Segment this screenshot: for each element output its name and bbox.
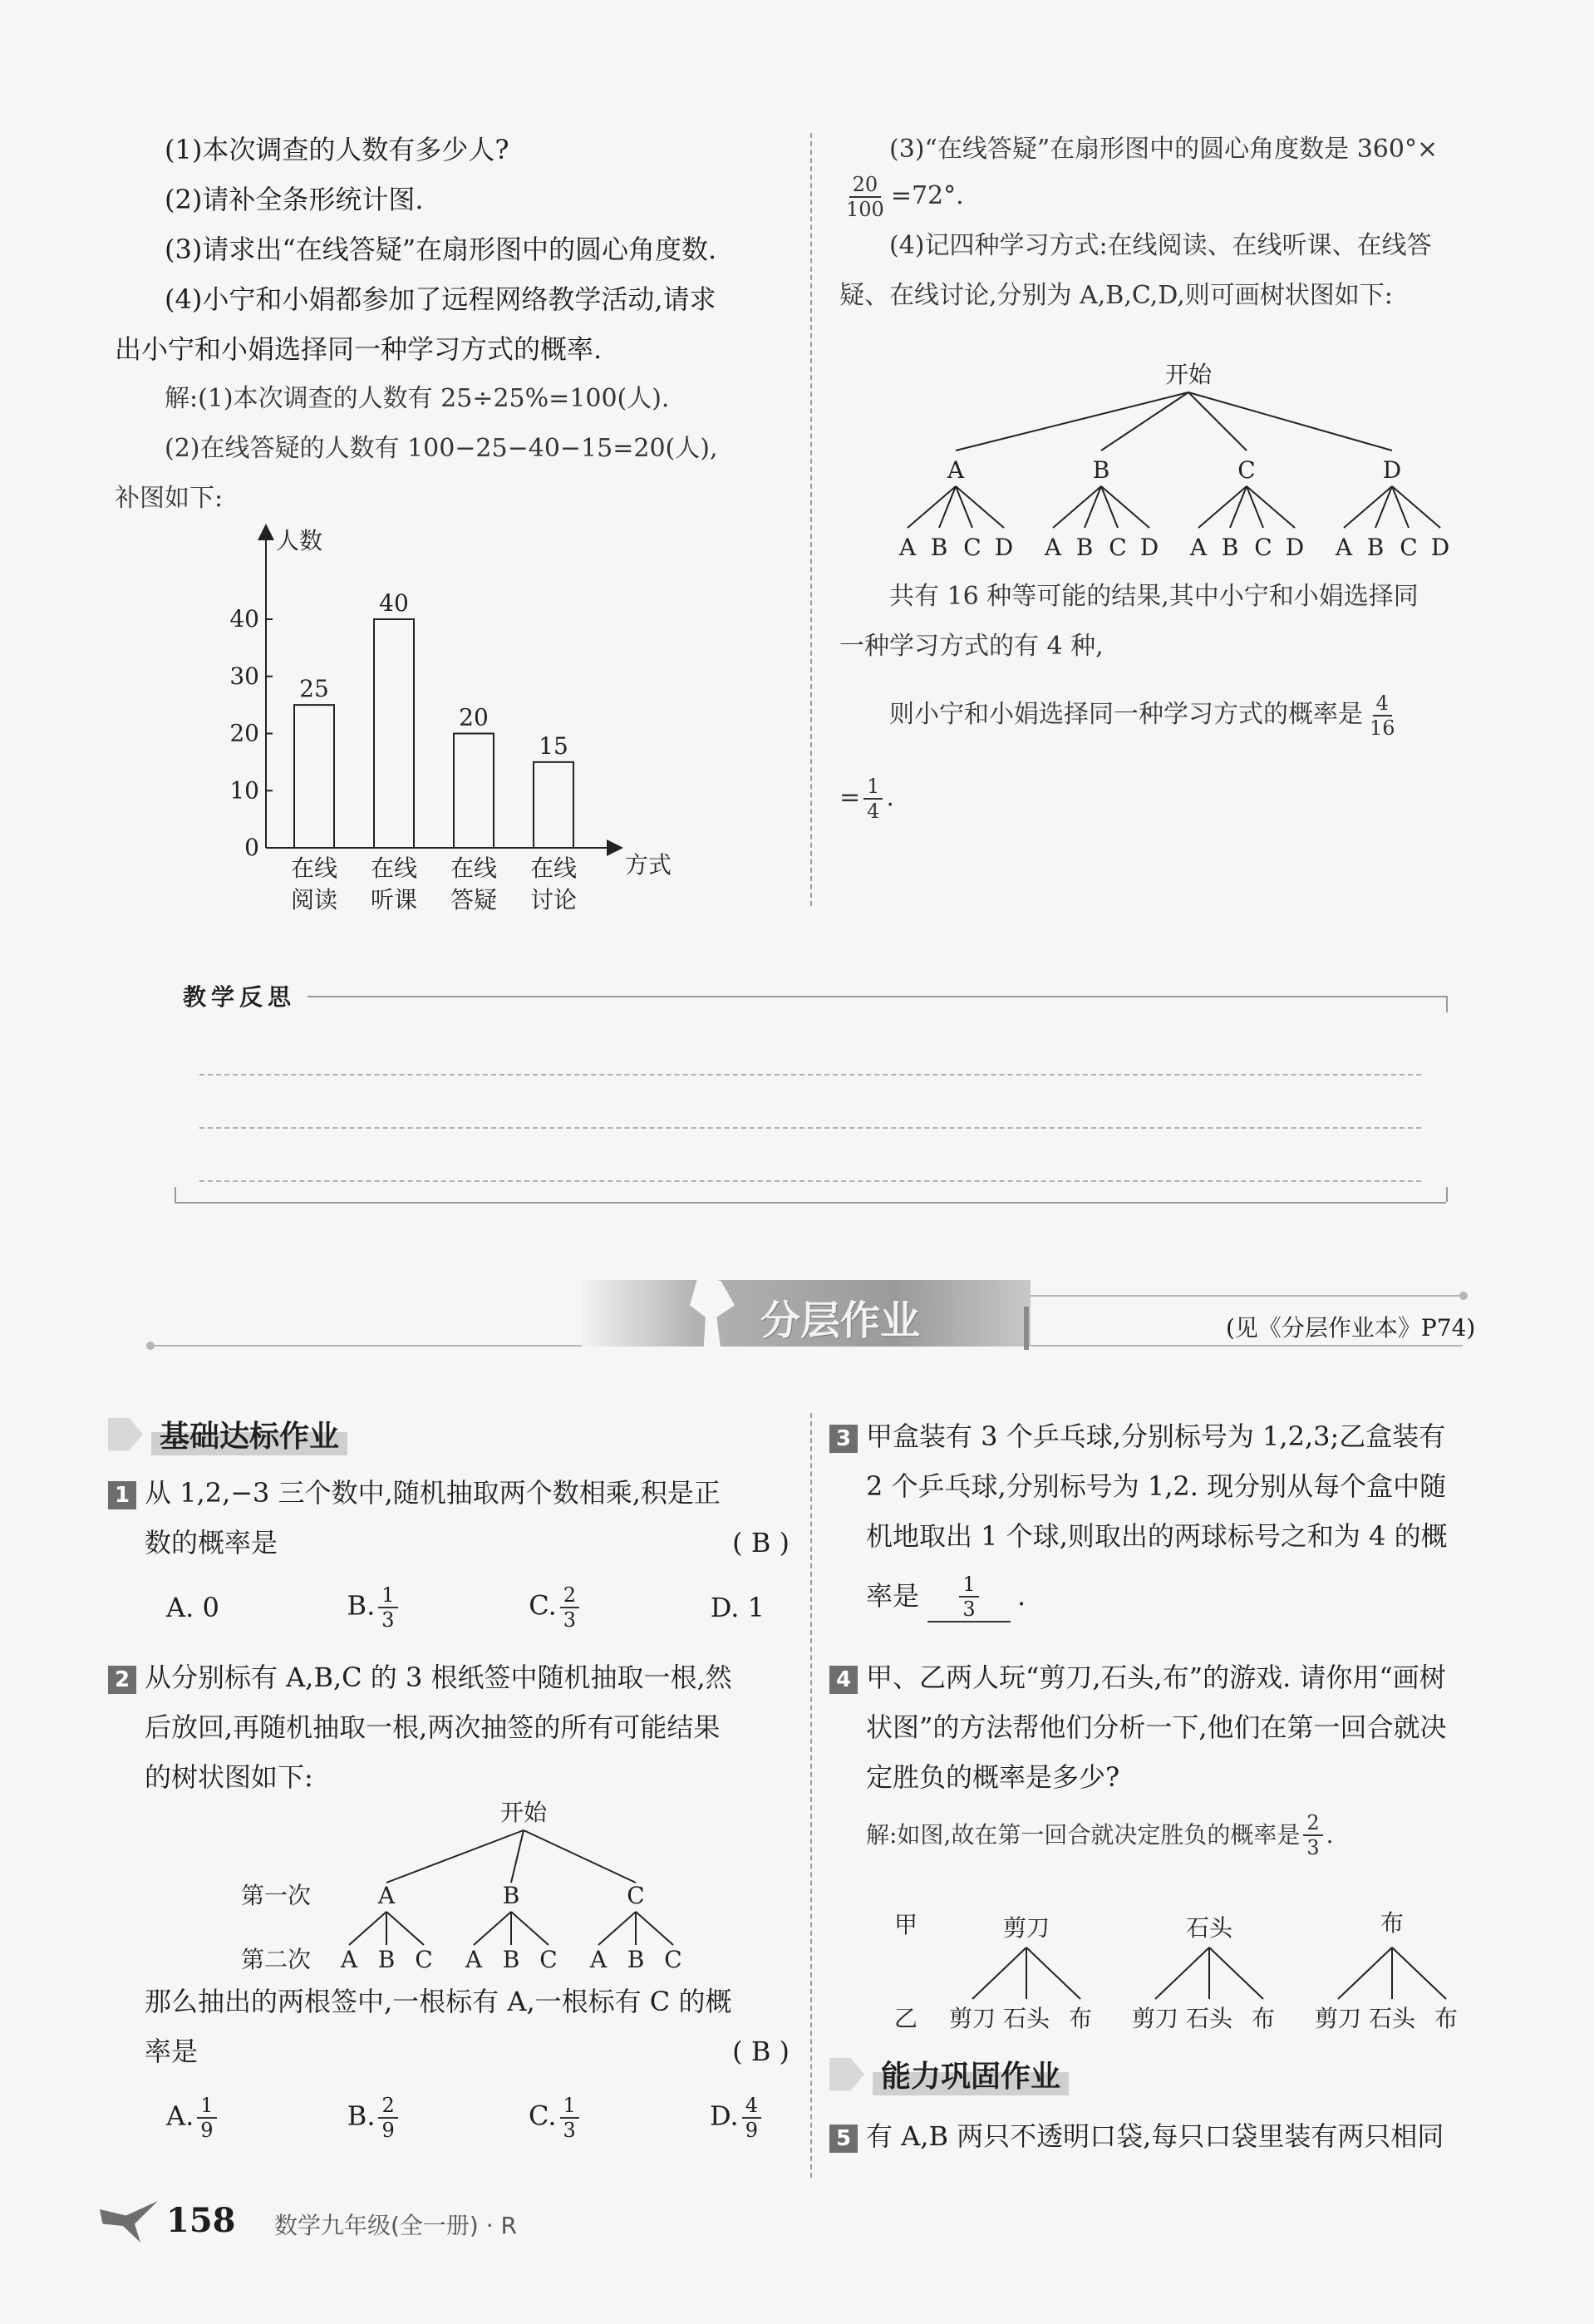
- bar-3: [454, 734, 494, 849]
- option-a-fraction: [197, 2094, 216, 2142]
- category-label: 在线: [529, 854, 578, 882]
- reflection-line-3[interactable]: [199, 1180, 1421, 1182]
- tree-leaf-AC: C: [963, 534, 981, 561]
- reflection-left-bracket: [175, 1187, 176, 1202]
- question-4-text: (4)小宁和小娟都参加了远程网络教学活动,请求: [165, 283, 716, 315]
- bar-chart: [216, 515, 681, 923]
- tree-branch: [1392, 1947, 1446, 1999]
- option-a[interactable]: A. 0: [166, 1592, 219, 1623]
- option-b[interactable]: [347, 2094, 401, 2142]
- tree-leaf-CB: B: [1221, 534, 1239, 561]
- tree-node-C: C: [627, 1882, 645, 1909]
- tree-node-B: B: [502, 1882, 520, 1909]
- question-5-line1: [829, 2111, 1528, 2161]
- reflection-line-2[interactable]: [199, 1127, 1421, 1129]
- tree-branch: [1392, 486, 1440, 528]
- question-2-after-line2: [108, 2026, 790, 2076]
- result-text: 共有 16 种等可能的结果,其中小宁和小娟选择同: [889, 582, 1419, 611]
- question-4-line3: 定胜负的概率是多少?: [866, 1761, 1120, 1793]
- question-4-solution: [829, 1810, 1528, 1860]
- tree-branch: [349, 1912, 386, 1945]
- question-2-text: (2)请补全条形统计图.: [165, 184, 424, 215]
- question-2-answer: ( B ): [732, 2036, 790, 2067]
- row-label-second: 第二次: [241, 1946, 312, 1973]
- fraction-numerator: 1: [197, 2094, 216, 2119]
- solution-2-cont: 补图如下:: [115, 484, 224, 513]
- probability-text: 则小宁和小娟选择同一种学习方式的概率是: [889, 700, 1363, 729]
- question-1-line2: [108, 1518, 790, 1568]
- tree-branch: [386, 1830, 524, 1883]
- section-basic-title: 基础达标作业: [151, 1413, 347, 1455]
- category-label: 在线: [290, 854, 338, 882]
- option-b-label: B.: [347, 2100, 376, 2132]
- fraction-numerator: 20: [849, 173, 882, 198]
- tree-node-D: D: [1382, 456, 1402, 484]
- tree-leaf-1-2: 石头: [1002, 2005, 1050, 2032]
- option-d-fraction: [742, 2094, 761, 2142]
- fraction-denominator: 3: [381, 1608, 395, 1632]
- tree-leaf-AB: B: [377, 1946, 396, 1973]
- fraction-numerator: 1: [863, 775, 883, 800]
- question-5-text: 有 A,B 两只不透明口袋,每只口袋里装有两只相同: [866, 2120, 1444, 2152]
- question-2-line1: [108, 1652, 790, 1702]
- reflection-right-bracket-bottom: [1446, 1187, 1448, 1202]
- tree-branch: [908, 486, 956, 528]
- category-label: 阅读: [290, 886, 338, 913]
- tree-leaf-3-1: 剪刀: [1314, 2005, 1362, 2032]
- option-a[interactable]: [166, 2094, 220, 2142]
- tree-leaf-AA: A: [340, 1946, 358, 1973]
- fraction-numerator: 1: [378, 1583, 397, 1608]
- part3-tail: =72°.: [890, 181, 964, 210]
- option-c-label: C.: [529, 2100, 557, 2132]
- tree-leaf-CB: B: [627, 1946, 645, 1973]
- tree-branch: [1209, 1947, 1263, 1999]
- tree-leaf-1-1: 剪刀: [948, 2005, 996, 2032]
- tree-root: 开始: [499, 1799, 548, 1826]
- section-arrow-icon: [829, 2058, 864, 2091]
- option-b[interactable]: [347, 1583, 401, 1632]
- question-3: [829, 1411, 1528, 1622]
- reflection-title: 教学反思: [183, 983, 297, 1011]
- tree-branch: [1344, 486, 1392, 528]
- footer-bird-icon: [100, 2201, 158, 2243]
- right-top-result: [839, 572, 1521, 823]
- bar-2: [374, 619, 414, 848]
- part4-text: (4)记四种学习方式:在线阅读、在线听课、在线答: [889, 231, 1432, 260]
- tree-leaf-BA: A: [465, 1946, 483, 1973]
- question-4-text-cont: 出小宁和小娟选择同一种学习方式的概率.: [115, 333, 603, 365]
- banner-reference: (见《分层作业本》P74): [1226, 1314, 1476, 1342]
- tree-diagram-main: [881, 357, 1496, 565]
- tree-leaf-BB: B: [1075, 534, 1094, 561]
- question-3-text-cont: 率是: [866, 1579, 920, 1612]
- tree-leaf-3-3: 布: [1434, 2005, 1459, 2032]
- tree-branch: [474, 1912, 511, 1945]
- question-2-line2: 后放回,再随机抽取一根,两次抽签的所有可能结果: [145, 1711, 721, 1743]
- banner-right-cap: [1024, 1307, 1029, 1350]
- equals-sign: =: [839, 783, 861, 812]
- footer-book-title: 数学九年级(全一册) · R: [274, 2212, 518, 2239]
- option-c[interactable]: [529, 2094, 583, 2142]
- question-number: 3: [829, 1425, 858, 1453]
- reflection-bottom-rule: [175, 1202, 1446, 1204]
- answer-fraction: [959, 1573, 978, 1621]
- category-label: 在线: [370, 854, 418, 882]
- question-4-text: 甲、乙两人玩“剪刀,石头,布”的游戏. 请你用“画树: [866, 1662, 1446, 1693]
- fraction-numerator: 4: [1373, 692, 1392, 716]
- tree-leaf-BC: C: [1109, 534, 1127, 561]
- right-top-block: [839, 125, 1521, 321]
- part4-text-cont: 疑、在线讨论,分别为 A,B,C,D,则可画树状图如下:: [839, 281, 1393, 310]
- question-2-after-line1: 那么抽出的两根签中,一根标有 A,一根标有 C 的概: [145, 1986, 732, 2017]
- tree-leaf-AA: A: [898, 534, 917, 561]
- question-1: [108, 1468, 790, 1568]
- y-tick-label: 10: [229, 776, 259, 805]
- banner-title: 分层作业: [760, 1297, 921, 1344]
- part3-fraction: [843, 173, 888, 221]
- tree-branch: [1101, 486, 1149, 528]
- question-4-line2: 状图”的方法帮他们分析一下,他们在第一回合就决: [866, 1711, 1447, 1743]
- period: .: [1017, 1579, 1026, 1612]
- bar-value-label: 40: [379, 589, 409, 617]
- question-3-line4: [829, 1569, 1528, 1622]
- category-label: 答疑: [450, 886, 498, 913]
- category-label: 讨论: [529, 886, 578, 913]
- tree-branch: [1247, 486, 1295, 528]
- question-3-line1: [829, 1411, 1528, 1461]
- tree-leaf-BA: A: [1044, 534, 1062, 561]
- tree-leaf-1-3: 布: [1068, 2005, 1093, 2032]
- bar-value-label: 25: [299, 675, 329, 703]
- category-label: 听课: [370, 886, 418, 913]
- question-1-text: (1)本次调查的人数有多少人?: [165, 134, 509, 165]
- reflection-line-1[interactable]: [199, 1074, 1421, 1076]
- period: .: [886, 783, 894, 812]
- tree-branch: [1188, 392, 1392, 451]
- tree-branch: [1155, 1947, 1209, 1999]
- question-2-line3: 的树状图如下:: [145, 1761, 313, 1793]
- tree-branch: [511, 1912, 549, 1945]
- fraction-numerator: 2: [378, 2094, 397, 2119]
- tree-diagram-q2: [233, 1795, 698, 1978]
- y-axis-label: 人数: [276, 527, 323, 554]
- tree-branch: [524, 1830, 636, 1883]
- fraction-denominator: 3: [563, 2119, 576, 2142]
- question-2-after-text: 率是: [145, 2036, 199, 2067]
- question-2: [108, 1652, 790, 1802]
- question-3-line3: 机地取出 1 个球,则取出的两球标号之和为 4 的概: [866, 1520, 1448, 1552]
- tree-leaf-3-2: 石头: [1368, 2005, 1416, 2032]
- tree-branch: [1053, 486, 1101, 528]
- row-label-first: 第一次: [241, 1882, 312, 1909]
- solution-fraction: [1303, 1811, 1322, 1859]
- tree-leaf-BD: D: [1139, 534, 1159, 561]
- option-d-label: D.: [710, 2100, 739, 2132]
- bar-value-label: 15: [539, 731, 568, 760]
- question-number: 2: [108, 1666, 136, 1694]
- tree-node-C: C: [1237, 456, 1256, 484]
- y-tick-label: 30: [229, 662, 259, 690]
- fraction-denominator: 9: [200, 2119, 214, 2142]
- banner-top-line: [1031, 1295, 1463, 1297]
- reflection-top-rule: [307, 996, 1446, 997]
- tree-node-2: 石头: [1185, 1914, 1233, 1942]
- tree-leaf-CD: D: [1285, 534, 1305, 561]
- option-b-fraction: [378, 2094, 397, 2142]
- question-3-text: (3)请求出“在线答疑”在扇形图中的圆心角度数.: [165, 234, 717, 265]
- y-tick-label: 0: [244, 834, 259, 861]
- question-1-text-cont: 数的概率是: [145, 1527, 278, 1558]
- tree-leaf-CA: A: [589, 1946, 608, 1973]
- tree-leaf-2-3: 布: [1251, 2005, 1276, 2032]
- option-c[interactable]: [529, 1583, 583, 1632]
- x-axis-label: 方式: [625, 851, 672, 879]
- part3-text: (3)“在线答疑”在扇形图中的圆心角度数是 360°×: [889, 135, 1439, 164]
- option-c-fraction: [560, 2094, 579, 2142]
- tree-branch: [386, 1912, 424, 1945]
- category-label: 在线: [450, 854, 498, 882]
- fraction-denominator: 3: [962, 1597, 976, 1621]
- tree-leaf-DC: C: [1400, 534, 1418, 561]
- section-ability: [829, 2053, 1069, 2095]
- column-divider-top: [810, 133, 812, 906]
- probability-simplified: [839, 773, 1521, 823]
- tree-leaf-CC: C: [1254, 534, 1272, 561]
- tree-node-1: 剪刀: [1002, 1914, 1050, 1942]
- tree-leaf-2-2: 石头: [1185, 2005, 1233, 2032]
- question-2-text: 从分别标有 A,B,C 的 3 根纸签中随机抽取一根,然: [145, 1662, 732, 1693]
- bar-value-label: 20: [459, 703, 489, 731]
- fraction-denominator: 3: [563, 1608, 577, 1632]
- fraction-numerator: 2: [560, 1583, 579, 1608]
- tree-leaf-DA: A: [1335, 534, 1353, 561]
- tree-leaf-CA: A: [1189, 534, 1208, 561]
- tree-node-A: A: [947, 456, 965, 484]
- tree-leaf-BB: B: [502, 1946, 520, 1973]
- tree-branch: [956, 486, 1004, 528]
- fraction-denominator: 3: [1306, 1836, 1320, 1859]
- section-ability-title: 能力巩固作业: [873, 2053, 1069, 2095]
- fraction-denominator: 9: [745, 2119, 758, 2142]
- question-1-text: 从 1,2,−3 三个数中,随机抽取两个数相乘,积是正: [145, 1477, 721, 1509]
- column-divider-bottom: [810, 1413, 812, 2178]
- row-label-jia: 甲: [893, 1911, 918, 1938]
- question-4-line1: [829, 1652, 1528, 1702]
- question-number: 4: [829, 1666, 858, 1694]
- tree-leaf-BC: C: [539, 1946, 558, 1973]
- option-b-fraction: [378, 1583, 397, 1632]
- option-b-label: B.: [347, 1589, 376, 1622]
- tree-leaf-AD: D: [994, 534, 1014, 561]
- bar-4: [534, 762, 573, 848]
- banner-dot-left: [146, 1342, 155, 1350]
- fraction-numerator: 2: [1303, 1811, 1322, 1836]
- section-arrow-icon: [108, 1418, 143, 1451]
- option-a-label: A.: [166, 2100, 194, 2132]
- tree-branch: [511, 1830, 524, 1883]
- fraction-denominator: 9: [381, 2119, 395, 2142]
- probability-line: [839, 690, 1521, 740]
- fraction-numerator: 4: [742, 2094, 761, 2119]
- option-d[interactable]: [710, 2094, 765, 2142]
- fraction-numerator: 1: [959, 1573, 978, 1598]
- simplified-fraction: [863, 775, 883, 823]
- bar-1: [294, 705, 334, 848]
- question-4-solution-text: 解:如图,故在第一回合就决定胜负的概率是: [866, 1821, 1301, 1849]
- tree-leaf-DB: B: [1366, 534, 1385, 561]
- result-text-cont: 一种学习方式的有 4 种,: [839, 632, 1104, 661]
- fraction-numerator: 1: [560, 2094, 579, 2119]
- fraction-denominator: 4: [867, 800, 880, 823]
- question-4: [829, 1652, 1528, 1860]
- question-number: 1: [108, 1481, 136, 1509]
- tree-branch: [1198, 486, 1247, 528]
- option-d[interactable]: D. 1: [710, 1592, 765, 1623]
- tree-leaf-AC: C: [415, 1946, 433, 1973]
- question-1-answer: ( B ): [732, 1527, 790, 1558]
- question-3-line2: 2 个乒乓球,分别标号为 1,2. 现分别从每个盒中随: [866, 1470, 1447, 1502]
- y-tick-label: 40: [229, 605, 259, 633]
- section-basic: [108, 1413, 347, 1455]
- left-top-block: [115, 125, 804, 524]
- tree-branch: [1026, 1947, 1080, 1999]
- tree-diagram-q4: [873, 1899, 1521, 2041]
- probability-fraction: [1366, 692, 1399, 740]
- tree-node-A: A: [377, 1882, 396, 1909]
- option-c-fraction: [560, 1583, 579, 1632]
- tree-leaf-2-1: 剪刀: [1131, 2005, 1179, 2032]
- tree-branch: [636, 1912, 673, 1945]
- footer-page-number: 158: [166, 2201, 236, 2240]
- question-1-options: [166, 1574, 765, 1641]
- period: .: [1326, 1821, 1334, 1849]
- question-number: 5: [829, 2125, 858, 2153]
- question-5: [829, 2111, 1528, 2161]
- row-label-yi: 乙: [893, 2005, 918, 2032]
- y-tick-label: 20: [229, 719, 259, 747]
- tree-leaf-CC: C: [664, 1946, 682, 1973]
- tree-node-3: 布: [1380, 1909, 1405, 1937]
- tree-branch: [598, 1912, 636, 1945]
- fraction-denominator: 16: [1370, 716, 1395, 740]
- tree-branch: [972, 1947, 1026, 1999]
- tree-leaf-AB: B: [930, 534, 948, 561]
- tree-branch: [1338, 1947, 1392, 1999]
- question-2-after: [108, 1977, 790, 2076]
- part3-fraction-line: [839, 171, 1521, 221]
- question-2-options: [166, 2085, 765, 2151]
- fraction-denominator: 100: [846, 198, 884, 221]
- question-3-text: 甲盒装有 3 个乒乓球,分别标号为 1,2,3;乙盒装有: [866, 1420, 1446, 1452]
- answer-blank[interactable]: [927, 1569, 1011, 1622]
- reflection-right-bracket: [1446, 996, 1448, 1012]
- solution-2: (2)在线答疑的人数有 100−25−40−15=20(人),: [165, 434, 718, 463]
- tree-branch: [1101, 392, 1188, 451]
- tree-root: 开始: [1164, 361, 1213, 388]
- option-c-label: C.: [529, 1589, 557, 1622]
- solution-1: 解:(1)本次调查的人数有 25÷25%=100(人).: [165, 384, 670, 413]
- tree-leaf-DD: D: [1430, 534, 1450, 561]
- question-1-line1: [108, 1468, 790, 1518]
- tree-branch: [956, 392, 1188, 451]
- tree-node-B: B: [1092, 456, 1110, 484]
